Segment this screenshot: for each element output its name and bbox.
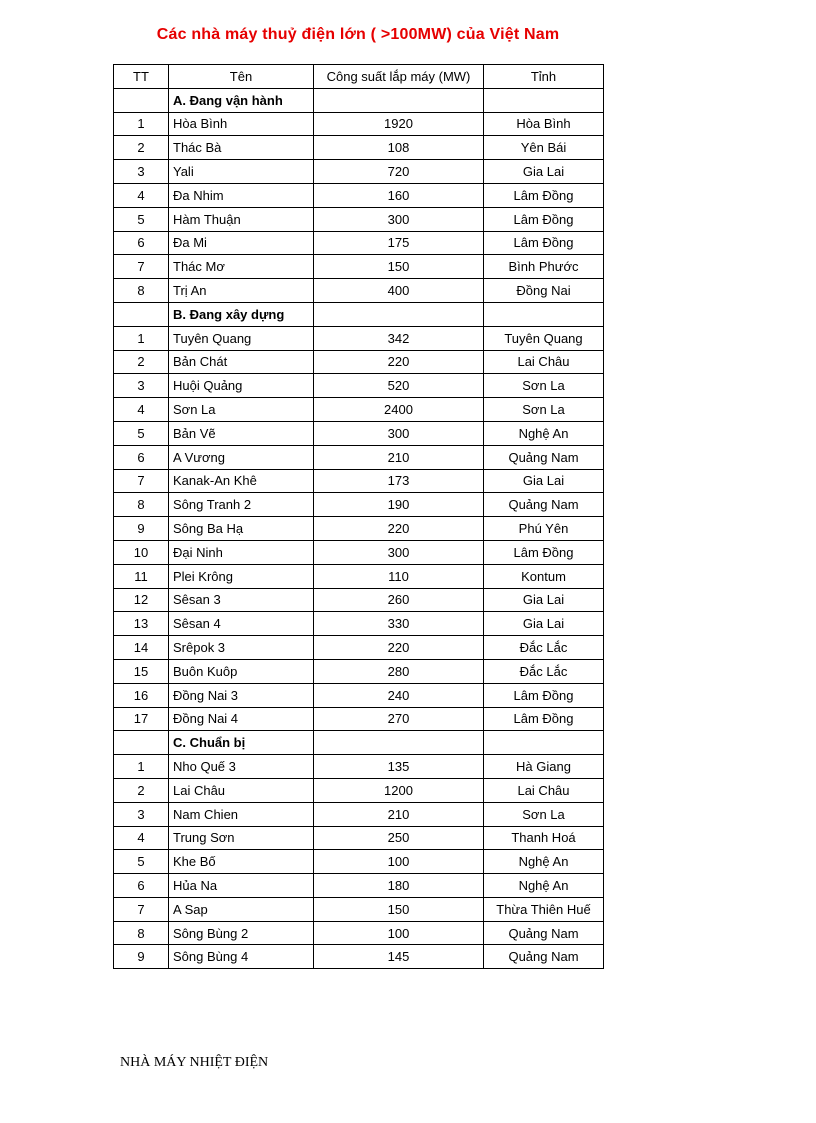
cell-cong-suat: 190: [314, 493, 484, 517]
section-empty-cell: [314, 302, 484, 326]
section-row: [114, 88, 604, 112]
cell-ten: Lai Châu: [169, 778, 314, 802]
cell-tt: 13: [114, 612, 169, 636]
table-row: [114, 279, 604, 303]
cell-tinh: Sơn La: [484, 374, 604, 398]
cell-tinh: Sơn La: [484, 398, 604, 422]
cell-ten: Thác Bà: [169, 136, 314, 160]
cell-ten: Hòa Bình: [169, 112, 314, 136]
cell-cong-suat: 280: [314, 659, 484, 683]
table-row: [114, 921, 604, 945]
table-row: [114, 350, 604, 374]
cell-ten: Hàm Thuận: [169, 207, 314, 231]
cell-cong-suat: 180: [314, 874, 484, 898]
cell-tt: 7: [114, 897, 169, 921]
table-row: [114, 421, 604, 445]
cell-cong-suat: 1200: [314, 778, 484, 802]
cell-cong-suat: 220: [314, 636, 484, 660]
cell-tinh: Tuyên Quang: [484, 326, 604, 350]
cell-tinh: Thừa Thiên Huế: [484, 897, 604, 921]
header-tt: TT: [114, 65, 169, 89]
cell-tinh: Gia Lai: [484, 160, 604, 184]
cell-ten: Hủa Na: [169, 874, 314, 898]
cell-tt: 3: [114, 374, 169, 398]
cell-tt: 1: [114, 112, 169, 136]
table-row: [114, 945, 604, 969]
table-row: [114, 255, 604, 279]
section-empty-cell: [114, 302, 169, 326]
cell-ten: Sông Bùng 2: [169, 921, 314, 945]
cell-tinh: Nghệ An: [484, 874, 604, 898]
cell-tt: 10: [114, 540, 169, 564]
table-body: [114, 88, 604, 968]
table-row: [114, 707, 604, 731]
cell-tinh: Kontum: [484, 564, 604, 588]
cell-ten: Bản Chát: [169, 350, 314, 374]
table-row: [114, 802, 604, 826]
cell-ten: Đa Nhim: [169, 183, 314, 207]
cell-ten: Sêsan 3: [169, 588, 314, 612]
cell-ten: Nho Quế 3: [169, 755, 314, 779]
cell-ten: Buôn Kuôp: [169, 659, 314, 683]
cell-tinh: Lai Châu: [484, 350, 604, 374]
cell-ten: Kanak-An Khê: [169, 469, 314, 493]
cell-ten: Sông Tranh 2: [169, 493, 314, 517]
cell-tt: 8: [114, 493, 169, 517]
cell-tinh: Đắc Lắc: [484, 636, 604, 660]
cell-tinh: Gia Lai: [484, 612, 604, 636]
cell-tt: 4: [114, 826, 169, 850]
table-row: [114, 874, 604, 898]
cell-ten: Bản Vẽ: [169, 421, 314, 445]
cell-tinh: Quảng Nam: [484, 921, 604, 945]
cell-tt: 8: [114, 279, 169, 303]
table-row: [114, 612, 604, 636]
cell-cong-suat: 300: [314, 540, 484, 564]
cell-cong-suat: 100: [314, 850, 484, 874]
cell-ten: Thác Mơ: [169, 255, 314, 279]
cell-tt: 1: [114, 326, 169, 350]
cell-tinh: Lâm Đồng: [484, 231, 604, 255]
cell-cong-suat: 270: [314, 707, 484, 731]
section-empty-cell: [314, 88, 484, 112]
cell-tt: 4: [114, 398, 169, 422]
cell-tt: 1: [114, 755, 169, 779]
cell-cong-suat: 150: [314, 255, 484, 279]
section-label: A. Đang vận hành: [169, 88, 314, 112]
cell-cong-suat: 260: [314, 588, 484, 612]
cell-ten: Đồng Nai 4: [169, 707, 314, 731]
cell-ten: Trị An: [169, 279, 314, 303]
cell-tt: 9: [114, 517, 169, 541]
cell-tinh: Đắc Lắc: [484, 659, 604, 683]
cell-cong-suat: 342: [314, 326, 484, 350]
table-row: [114, 897, 604, 921]
section-row: [114, 731, 604, 755]
cell-tt: 2: [114, 136, 169, 160]
footer-heading: NHÀ MÁY NHIỆT ĐIỆN: [120, 1055, 269, 1070]
section-empty-cell: [484, 731, 604, 755]
cell-tt: 12: [114, 588, 169, 612]
cell-cong-suat: 175: [314, 231, 484, 255]
cell-cong-suat: 173: [314, 469, 484, 493]
cell-tinh: Phú Yên: [484, 517, 604, 541]
cell-cong-suat: 520: [314, 374, 484, 398]
cell-ten: Sông Bùng 4: [169, 945, 314, 969]
cell-tinh: Yên Bái: [484, 136, 604, 160]
cell-tinh: Sơn La: [484, 802, 604, 826]
table-row: [114, 207, 604, 231]
cell-tt: 5: [114, 850, 169, 874]
cell-cong-suat: 720: [314, 160, 484, 184]
table-row: [114, 136, 604, 160]
cell-tt: 17: [114, 707, 169, 731]
cell-tinh: Quảng Nam: [484, 445, 604, 469]
cell-cong-suat: 210: [314, 802, 484, 826]
cell-cong-suat: 220: [314, 350, 484, 374]
cell-tinh: Hòa Bình: [484, 112, 604, 136]
cell-tt: 15: [114, 659, 169, 683]
cell-cong-suat: 400: [314, 279, 484, 303]
cell-cong-suat: 220: [314, 517, 484, 541]
table-row: [114, 398, 604, 422]
cell-ten: Nam Chien: [169, 802, 314, 826]
hydropower-table: [113, 64, 604, 969]
table-row: [114, 231, 604, 255]
table-row: [114, 517, 604, 541]
cell-tt: 6: [114, 874, 169, 898]
cell-tt: 7: [114, 255, 169, 279]
table-row: [114, 445, 604, 469]
cell-ten: Sơn La: [169, 398, 314, 422]
cell-ten: Huội Quảng: [169, 374, 314, 398]
cell-tinh: Thanh Hoá: [484, 826, 604, 850]
cell-cong-suat: 300: [314, 421, 484, 445]
cell-ten: Trung Sơn: [169, 826, 314, 850]
cell-tt: 16: [114, 683, 169, 707]
cell-tt: 6: [114, 445, 169, 469]
section-label: C. Chuẩn bị: [169, 731, 314, 755]
table-row: [114, 683, 604, 707]
cell-tt: 11: [114, 564, 169, 588]
table-row: [114, 588, 604, 612]
cell-ten: Đại Ninh: [169, 540, 314, 564]
section-empty-cell: [484, 88, 604, 112]
table-row: [114, 755, 604, 779]
cell-cong-suat: 100: [314, 921, 484, 945]
cell-ten: Srêpok 3: [169, 636, 314, 660]
cell-tt: 3: [114, 160, 169, 184]
table-row: [114, 326, 604, 350]
cell-tinh: Lâm Đồng: [484, 683, 604, 707]
table-row: [114, 112, 604, 136]
cell-ten: Plei Krông: [169, 564, 314, 588]
section-empty-cell: [114, 88, 169, 112]
cell-tinh: Lâm Đồng: [484, 540, 604, 564]
cell-cong-suat: 240: [314, 683, 484, 707]
cell-tt: 5: [114, 421, 169, 445]
cell-ten: Tuyên Quang: [169, 326, 314, 350]
cell-cong-suat: 300: [314, 207, 484, 231]
table-row: [114, 778, 604, 802]
section-empty-cell: [314, 731, 484, 755]
header-cong-suat: Công suất lắp máy (MW): [314, 65, 484, 89]
cell-tinh: Bình Phước: [484, 255, 604, 279]
cell-tinh: Quảng Nam: [484, 493, 604, 517]
cell-tt: 6: [114, 231, 169, 255]
cell-tinh: Lâm Đồng: [484, 707, 604, 731]
cell-tinh: Đồng Nai: [484, 279, 604, 303]
cell-tinh: Nghệ An: [484, 850, 604, 874]
section-row: [114, 302, 604, 326]
cell-tt: 4: [114, 183, 169, 207]
cell-tinh: Nghệ An: [484, 421, 604, 445]
table-row: [114, 850, 604, 874]
table-row: [114, 374, 604, 398]
table-row: [114, 469, 604, 493]
cell-tinh: Lai Châu: [484, 778, 604, 802]
table-row: [114, 636, 604, 660]
cell-cong-suat: 110: [314, 564, 484, 588]
table-row: [114, 826, 604, 850]
table-row: [114, 493, 604, 517]
cell-tt: 2: [114, 778, 169, 802]
cell-cong-suat: 145: [314, 945, 484, 969]
header-ten: Tên: [169, 65, 314, 89]
cell-ten: A Vương: [169, 445, 314, 469]
cell-cong-suat: 1920: [314, 112, 484, 136]
cell-tt: 2: [114, 350, 169, 374]
cell-cong-suat: 210: [314, 445, 484, 469]
cell-tt: 14: [114, 636, 169, 660]
cell-tt: 7: [114, 469, 169, 493]
cell-tinh: Gia Lai: [484, 469, 604, 493]
cell-ten: Sêsan 4: [169, 612, 314, 636]
cell-cong-suat: 108: [314, 136, 484, 160]
cell-cong-suat: 150: [314, 897, 484, 921]
header-tinh: Tỉnh: [484, 65, 604, 89]
cell-ten: Đa Mi: [169, 231, 314, 255]
cell-ten: Khe Bố: [169, 850, 314, 874]
cell-tt: 9: [114, 945, 169, 969]
cell-ten: A Sap: [169, 897, 314, 921]
cell-cong-suat: 330: [314, 612, 484, 636]
cell-cong-suat: 160: [314, 183, 484, 207]
section-empty-cell: [114, 731, 169, 755]
cell-ten: Sông Ba Hạ: [169, 517, 314, 541]
table-row: [114, 183, 604, 207]
table-header-row: [114, 65, 604, 89]
section-empty-cell: [484, 302, 604, 326]
section-label: B. Đang xây dựng: [169, 302, 314, 326]
cell-tinh: Quảng Nam: [484, 945, 604, 969]
table-row: [114, 540, 604, 564]
table-row: [114, 160, 604, 184]
cell-tinh: Hà Giang: [484, 755, 604, 779]
page-title: Các nhà máy thuỷ điện lớn ( >100MW) của Việt Nam: [156, 26, 560, 43]
cell-ten: Yali: [169, 160, 314, 184]
table-row: [114, 564, 604, 588]
cell-tt: 5: [114, 207, 169, 231]
cell-cong-suat: 250: [314, 826, 484, 850]
table-row: [114, 659, 604, 683]
cell-tinh: Gia Lai: [484, 588, 604, 612]
cell-tt: 3: [114, 802, 169, 826]
cell-cong-suat: 135: [314, 755, 484, 779]
cell-tinh: Lâm Đồng: [484, 183, 604, 207]
cell-tinh: Lâm Đồng: [484, 207, 604, 231]
cell-tt: 8: [114, 921, 169, 945]
cell-cong-suat: 2400: [314, 398, 484, 422]
cell-ten: Đồng Nai 3: [169, 683, 314, 707]
